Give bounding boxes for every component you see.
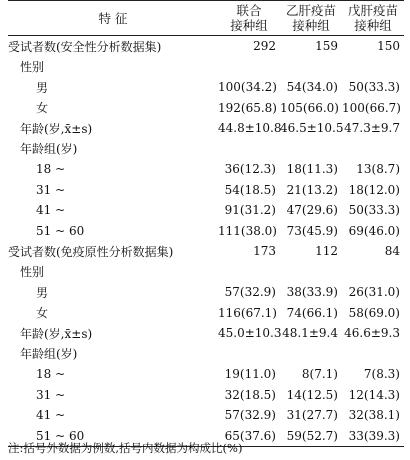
table-row	[8, 344, 404, 365]
cell-value: 69(46.0)	[348, 223, 400, 238]
header-feature-label: 特 征	[98, 10, 128, 26]
table-row	[8, 241, 404, 262]
table-body	[8, 36, 404, 447]
table-header	[8, 1, 404, 36]
row-label: 受试者数(免疫原性分析数据集)	[8, 244, 174, 259]
cell-value	[342, 344, 404, 365]
header-hepb-line1: 乙肝疫苗	[285, 3, 336, 18]
row-label: 年龄(岁,x̄±s)	[20, 326, 93, 341]
cell-value: 100(66.7)	[342, 100, 401, 115]
cell-value	[342, 262, 404, 283]
row-label: 31 ~	[36, 182, 66, 197]
table-row	[8, 262, 404, 283]
table-row	[8, 180, 404, 201]
cell-value: 111(38.0)	[218, 223, 277, 238]
table-row	[8, 98, 404, 119]
cell-value: 48.1±9.4	[282, 326, 338, 341]
cell-value	[342, 57, 404, 78]
cell-value	[218, 344, 280, 365]
cell-value: 105(66.0)	[280, 100, 339, 115]
cell-value: 50(33.3)	[348, 80, 400, 95]
cell-value: 31(27.7)	[286, 408, 338, 423]
table-row	[8, 221, 404, 242]
cell-value	[218, 262, 280, 283]
row-label: 年龄组(岁)	[20, 142, 78, 157]
cell-value: 18(11.3)	[286, 162, 338, 177]
cell-value: 45.0±10.3	[218, 326, 282, 341]
cell-value: 38(33.9)	[286, 285, 338, 300]
table-row	[8, 118, 404, 139]
cell-value: 32(18.5)	[224, 387, 276, 402]
cell-value: 112	[315, 244, 338, 259]
row-label: 女	[36, 101, 49, 116]
table-footnote: 注:括号外数据为例数,括号内数据为构成比(%)	[8, 441, 243, 455]
cell-value: 7(8.3)	[363, 367, 400, 382]
cell-value: 44.8±10.8	[218, 121, 282, 136]
table-row	[8, 385, 404, 406]
table-row	[8, 282, 404, 303]
cell-value: 36(12.3)	[224, 162, 276, 177]
cell-value: 57(32.9)	[224, 285, 276, 300]
header-hepe-line1: 戊肝疫苗	[347, 3, 398, 18]
header-combined-line2: 接种组	[230, 18, 268, 33]
cell-value: 47(29.6)	[286, 203, 338, 218]
row-label: 男	[36, 285, 49, 300]
cell-value: 32(38.1)	[348, 408, 400, 423]
row-label: 男	[36, 80, 49, 95]
row-label: 31 ~	[36, 387, 66, 402]
table-row	[8, 139, 404, 160]
document-page	[8, 0, 404, 460]
cell-value: 173	[253, 244, 276, 259]
cell-value	[280, 139, 342, 160]
cell-value	[342, 139, 404, 160]
cell-value: 65(37.6)	[224, 428, 276, 443]
table-row	[8, 364, 404, 385]
cell-value: 116(67.1)	[218, 305, 277, 320]
cell-value: 59(52.7)	[286, 428, 338, 443]
cell-value: 14(12.5)	[286, 387, 338, 402]
row-label: 年龄(岁,x̄±s)	[20, 121, 93, 136]
table-row	[8, 405, 404, 426]
cell-value: 26(31.0)	[348, 285, 400, 300]
table-row	[8, 200, 404, 221]
header-hepb-group	[280, 1, 342, 36]
cell-value: 100(34.2)	[218, 80, 277, 95]
header-combined-line1: 联合	[236, 3, 262, 18]
cell-value	[280, 57, 342, 78]
row-label: 年龄组(岁)	[20, 347, 78, 362]
table-row	[8, 36, 404, 57]
cell-value	[280, 262, 342, 283]
table-row	[8, 159, 404, 180]
cell-value: 8(7.1)	[301, 367, 338, 382]
cell-value: 74(66.1)	[286, 305, 338, 320]
cell-value	[218, 57, 280, 78]
cell-value: 21(13.2)	[286, 182, 338, 197]
table-row	[8, 77, 404, 98]
cell-value: 57(32.9)	[224, 408, 276, 423]
row-label: 18 ~	[36, 162, 66, 177]
header-row	[8, 1, 404, 36]
cell-value	[218, 139, 280, 160]
row-label: 51 ~ 60	[36, 223, 85, 238]
cell-value: 19(11.0)	[224, 367, 276, 382]
table-row	[8, 303, 404, 324]
header-hepe-line2: 接种组	[354, 18, 392, 33]
row-label: 41 ~	[36, 408, 66, 423]
cell-value: 292	[253, 39, 276, 54]
row-label: 性别	[20, 60, 45, 75]
table-row	[8, 323, 404, 344]
row-label: 18 ~	[36, 367, 66, 382]
row-label: 受试者数(安全性分析数据集)	[8, 39, 162, 54]
cell-value: 159	[315, 39, 338, 54]
row-label: 性别	[20, 265, 45, 280]
row-label: 41 ~	[36, 203, 66, 218]
cell-value: 54(34.0)	[286, 80, 338, 95]
cell-value: 91(31.2)	[224, 203, 276, 218]
cell-value: 46.5±10.5	[280, 121, 344, 136]
row-label: 女	[36, 306, 49, 321]
demographics-table	[8, 0, 404, 447]
header-combined-group	[218, 1, 280, 36]
table-row	[8, 57, 404, 78]
header-hepe-group	[342, 1, 404, 36]
cell-value: 73(45.9)	[286, 223, 338, 238]
cell-value: 18(12.0)	[348, 182, 400, 197]
header-feature	[8, 1, 218, 36]
cell-value: 150	[377, 39, 400, 54]
cell-value: 46.6±9.3	[344, 326, 400, 341]
cell-value: 84	[384, 244, 400, 259]
cell-value: 54(18.5)	[224, 182, 276, 197]
cell-value: 13(8.7)	[356, 162, 400, 177]
cell-value: 192(65.8)	[218, 100, 277, 115]
cell-value: 47.3±9.7	[344, 121, 400, 136]
cell-value: 58(69.0)	[348, 305, 400, 320]
cell-value: 33(39.3)	[348, 428, 400, 443]
cell-value: 12(14.3)	[348, 387, 400, 402]
row-label: 51 ~ 60	[36, 428, 85, 443]
cell-value: 50(33.3)	[348, 203, 400, 218]
cell-value	[280, 344, 342, 365]
header-hepb-line2: 接种组	[292, 18, 330, 33]
